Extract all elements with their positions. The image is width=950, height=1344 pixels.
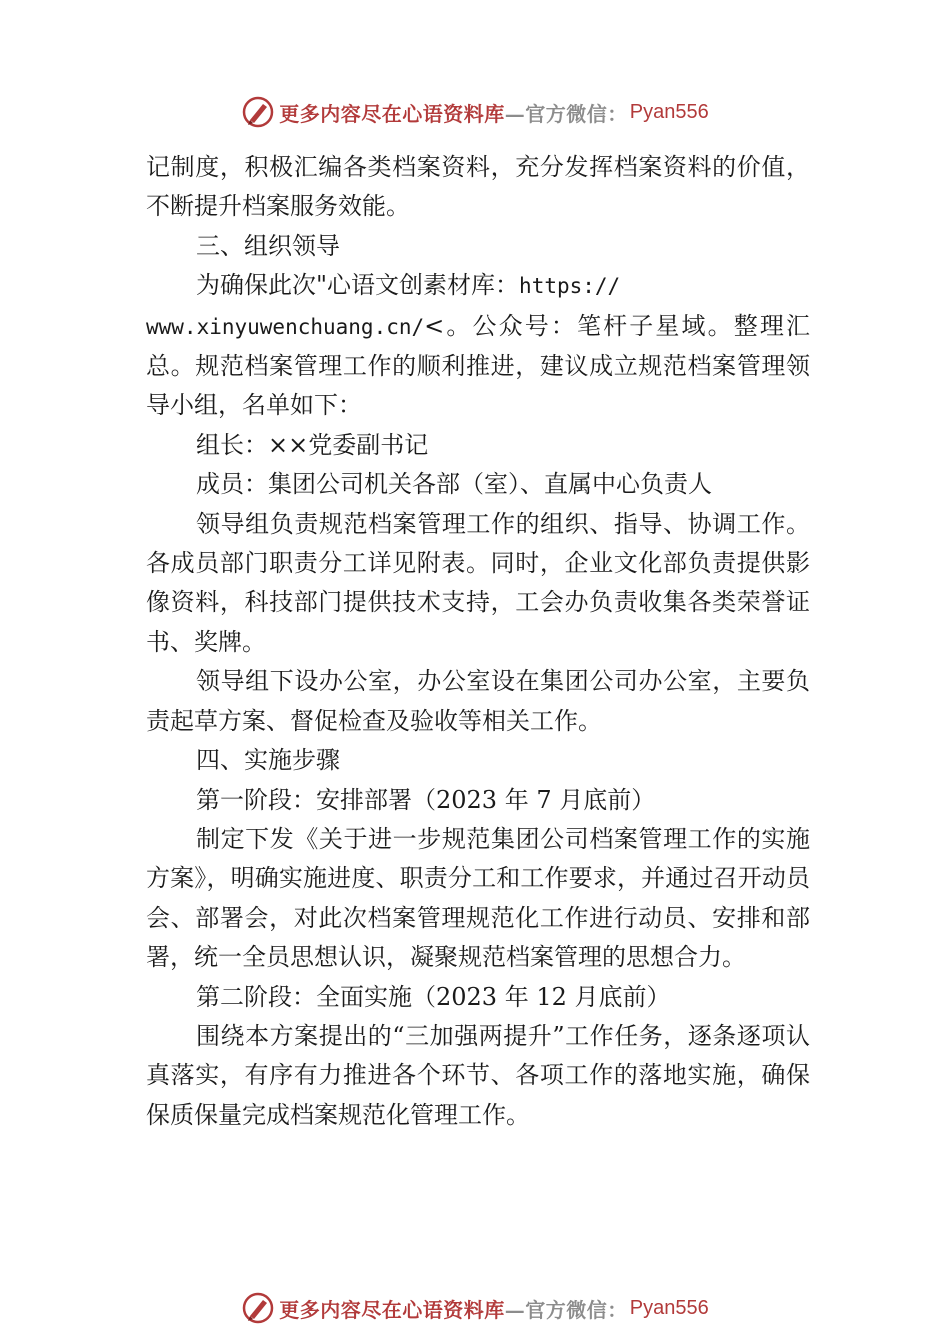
section-heading: 四、实施步骤 [196, 746, 340, 775]
banner-official-label: —官方微信： [504, 1297, 628, 1322]
paragraph: 记制度，积极汇编各类档案资料，充分发挥档案资料的价值，不断提升档案服务效能。 [146, 153, 810, 221]
paragraph: 制定下发《关于进一步规范集团公司档案管理工作的实施方案》，明确实施进度、职责分工和工作要求，并通过召开动员会、部署会，对此次档案管理规范化工作进行动员、安排和部署，统一全员思想认识，凝聚规范档案管理的思想合力。 [146, 824, 810, 972]
paragraph-text: 为确保此次"心语文创素材库： [196, 271, 520, 300]
paragraph [146, 266, 810, 426]
banner-wechat-id: Pyan556 [629, 100, 709, 123]
stage-heading: 第二阶段：全面实施（2023 年 12 月底前） [196, 982, 671, 1011]
paragraph: 围绕本方案提出的“三加强两提升”工作任务，逐条逐项认真落实，有序有力推进各个环节、各项工作的落地实施，确保保质保量完成档案规范化管理工作。 [146, 1021, 810, 1129]
paragraph-text: <。公众号：笔杆子星域。整理汇总。规范档案管理工作的顺利推进，建议成立规范档案管理领导小组，名单如下： [146, 311, 810, 420]
pen-logo-icon [241, 95, 275, 129]
section-heading: 三、组织领导 [196, 231, 340, 260]
paragraph: 领导组下设办公室，办公室设在集团公司办公室，主要负责起草方案、督促检查及验收等相关工作。 [146, 667, 810, 735]
banner-title: 更多内容尽在心语资料库 [279, 1297, 505, 1322]
banner-wechat-id: Pyan556 [629, 1296, 709, 1319]
url-text: www.xinyuwenchuang.cn/ [146, 314, 425, 339]
paragraph: 领导组负责规范档案管理工作的组织、指导、协调工作。各成员部门职责分工详见附表。同时，企业文化部负责提供影像资料，科技部门提供技术支持，工会办负责收集各类荣誉证书、奖牌。 [146, 509, 810, 656]
header-banner [0, 92, 950, 132]
banner-official-label: —官方微信： [504, 101, 628, 126]
pen-logo-icon [241, 1291, 275, 1325]
paragraph: 组长：××党委副书记 [196, 430, 429, 459]
document-body [146, 148, 810, 1135]
banner-title: 更多内容尽在心语资料库 [279, 101, 505, 126]
stage-heading: 第一阶段：安排部署（2023 年 7 月底前） [196, 785, 656, 814]
url-text: https:// [519, 274, 621, 299]
paragraph: 成员：集团公司机关各部（室）、直属中心负责人 [196, 470, 712, 499]
footer-banner [0, 1288, 950, 1328]
